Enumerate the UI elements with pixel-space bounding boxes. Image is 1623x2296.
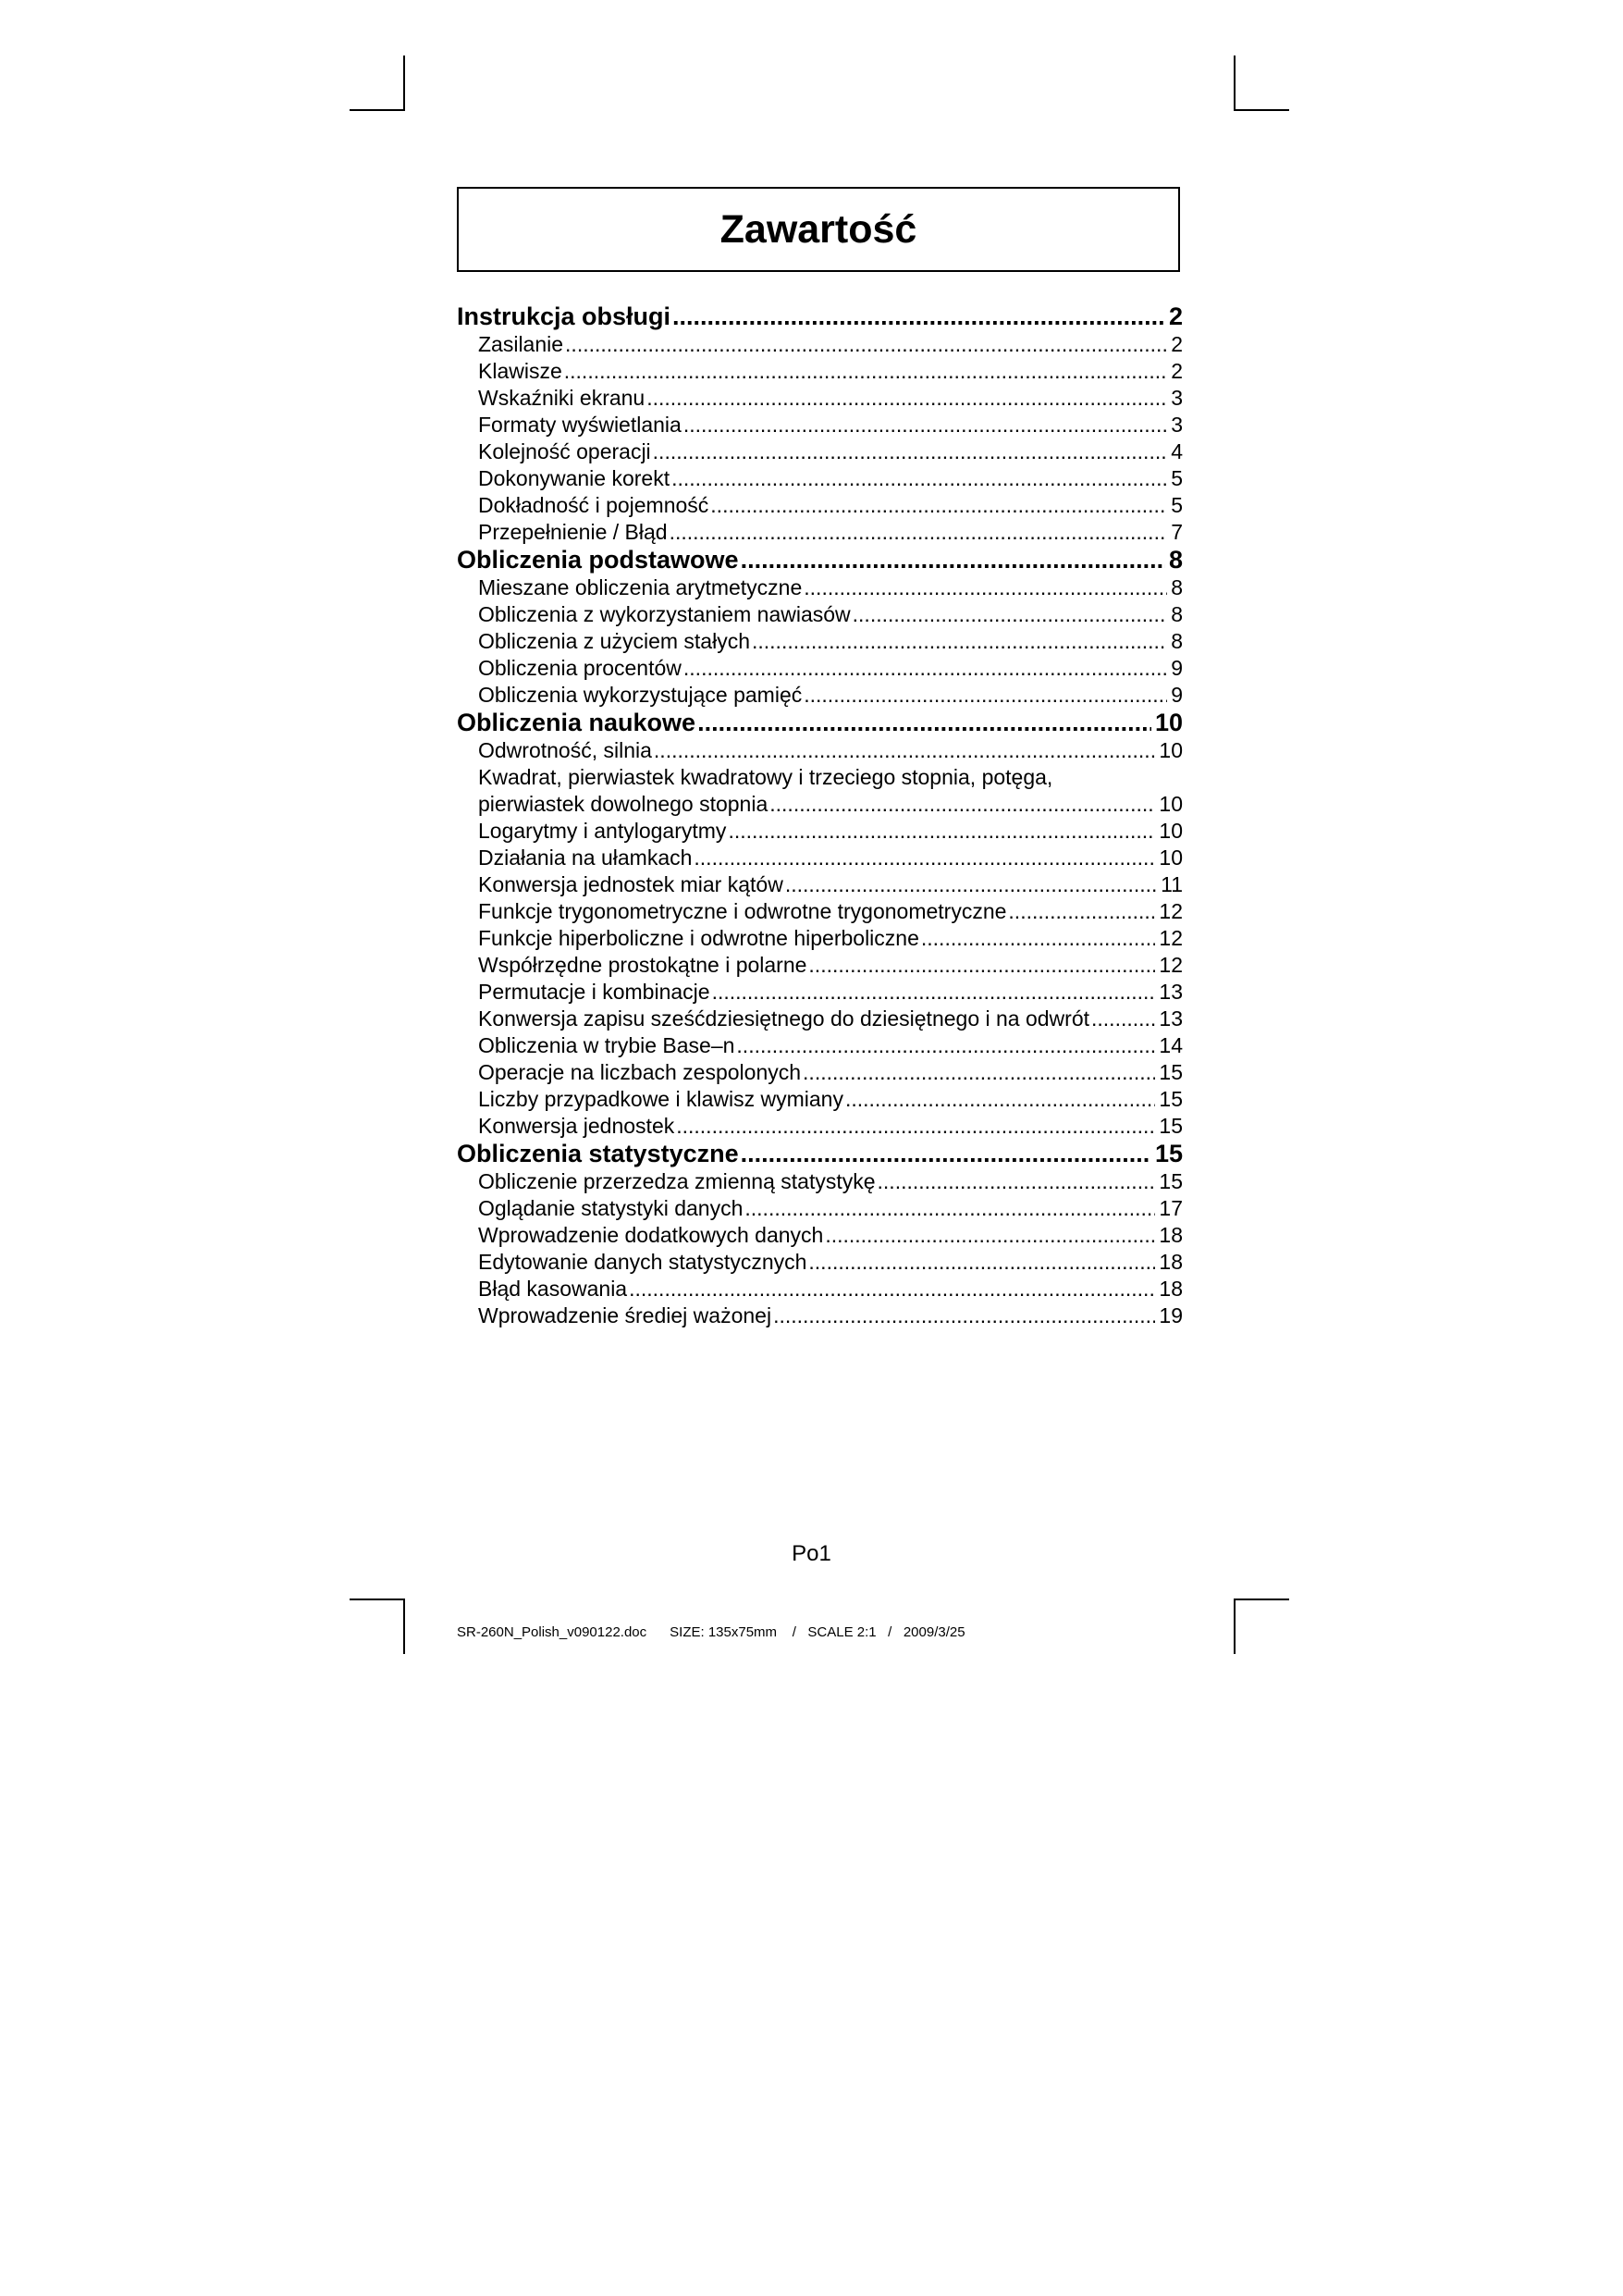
toc-label: Przepełnienie / Błąd [478, 520, 668, 544]
toc-page-number: 7 [1171, 520, 1183, 544]
footer-filename: SR-260N_Polish_v090122.doc [457, 1624, 647, 1640]
toc-page-number: 5 [1171, 466, 1183, 490]
toc-entry [457, 1032, 1183, 1059]
toc-entry [457, 845, 1183, 871]
toc-page-number: 2 [1168, 302, 1183, 330]
toc-page-number: 10 [1154, 709, 1183, 736]
toc-label: Odwrotność, silnia [478, 738, 652, 762]
toc-page-number: 15 [1159, 1169, 1183, 1193]
toc-entry [457, 655, 1183, 682]
dot-leader [672, 302, 1165, 331]
dot-leader [741, 1140, 1151, 1168]
toc-entry [457, 1113, 1183, 1140]
toc-entry [457, 601, 1183, 628]
dot-leader [670, 519, 1168, 546]
dot-leader [694, 845, 1155, 871]
dot-leader [808, 1249, 1155, 1276]
toc-page-number: 18 [1159, 1277, 1183, 1301]
toc-label: Dokładność i pojemność [478, 493, 709, 517]
toc-label: Formaty wyświetlania [478, 413, 682, 437]
toc-page-number: 9 [1171, 656, 1183, 680]
dot-leader [741, 546, 1165, 574]
toc-label: Obliczenia z wykorzystaniem nawiasów [478, 602, 851, 626]
toc-entry [457, 358, 1183, 385]
dot-leader [803, 1059, 1155, 1086]
page-number: Po1 [792, 1541, 831, 1566]
toc-page-number: 8 [1168, 546, 1183, 574]
toc-page-number: 10 [1159, 819, 1183, 843]
dot-leader [697, 709, 1151, 737]
dot-leader [921, 925, 1156, 952]
toc-label: Dokonywanie korekt [478, 466, 670, 490]
toc-entry [457, 682, 1183, 709]
toc-section [457, 546, 1183, 574]
dot-leader [653, 438, 1168, 465]
toc-label: Kwadrat, pierwiastek kwadratowy i trzeciego stopnia, potęga, [478, 765, 1053, 789]
dot-leader [1008, 898, 1155, 925]
toc-page-number: 10 [1159, 792, 1183, 816]
toc-label: Oglądanie statystyki danych [478, 1196, 744, 1220]
toc-entry [457, 1276, 1183, 1302]
toc-page-number: 12 [1159, 926, 1183, 950]
toc-label: Funkcje trygonometryczne i odwrotne trygonometryczne [478, 899, 1007, 923]
toc-entry [457, 1006, 1183, 1032]
toc-entry [457, 1249, 1183, 1276]
dot-leader [565, 331, 1167, 358]
toc-label: Obliczenia z użyciem stałych [478, 629, 750, 653]
toc-page-number: 14 [1159, 1033, 1183, 1057]
toc-label: Działania na ułamkach [478, 846, 693, 870]
toc-entry [457, 412, 1183, 438]
dot-leader [629, 1276, 1155, 1302]
toc-label: Błąd kasowania [478, 1277, 628, 1301]
toc-entry [457, 871, 1183, 898]
dot-leader [683, 655, 1167, 682]
toc-section [457, 709, 1183, 737]
dot-leader [744, 1195, 1155, 1222]
toc-entry [457, 1195, 1183, 1222]
dot-leader [769, 791, 1155, 818]
toc-label: Instrukcja obsługi [457, 302, 671, 330]
footer-separator: / [888, 1624, 892, 1640]
table-of-contents [457, 302, 1183, 1329]
toc-page-number: 13 [1159, 980, 1183, 1004]
toc-page-number: 4 [1171, 439, 1183, 463]
toc-page-number: 10 [1159, 846, 1183, 870]
toc-page-number: 12 [1159, 899, 1183, 923]
toc-page-number: 10 [1159, 738, 1183, 762]
crop-mark-top-right-horizontal [1234, 109, 1289, 111]
page-title: Zawartość [719, 206, 917, 252]
toc-page-number: 15 [1159, 1114, 1183, 1138]
dot-leader [683, 412, 1167, 438]
toc-label: Wskaźniki ekranu [478, 386, 646, 410]
toc-page-number: 18 [1159, 1250, 1183, 1274]
toc-page-number: 8 [1171, 629, 1183, 653]
toc-label: pierwiastek dowolnego stopnia [478, 792, 768, 816]
toc-label: Mieszane obliczenia arytmetyczne [478, 575, 803, 599]
toc-page-number: 2 [1171, 359, 1183, 383]
crop-mark-top-right-vertical [1234, 56, 1236, 111]
dot-leader [710, 492, 1167, 519]
toc-page-number: 18 [1159, 1223, 1183, 1247]
dot-leader [671, 465, 1167, 492]
toc-entry [457, 925, 1183, 952]
dot-leader [845, 1086, 1155, 1113]
dot-leader [804, 574, 1167, 601]
dot-leader [1091, 1006, 1155, 1032]
toc-page-number: 9 [1171, 683, 1183, 707]
toc-label: Konwersja jednostek [478, 1114, 675, 1138]
toc-page-number: 15 [1154, 1140, 1183, 1167]
dot-leader [804, 682, 1167, 709]
toc-entry [457, 1059, 1183, 1086]
dot-leader [878, 1168, 1156, 1195]
toc-entry [457, 818, 1183, 845]
toc-entry [457, 438, 1183, 465]
dot-leader [736, 1032, 1155, 1059]
toc-page-number: 2 [1171, 332, 1183, 356]
toc-page-number: 12 [1159, 953, 1183, 977]
toc-label: Obliczenie przerzedza zmienną statystykę [478, 1169, 876, 1193]
toc-page-number: 15 [1159, 1060, 1183, 1084]
toc-entry [457, 952, 1183, 979]
toc-page-number: 3 [1171, 386, 1183, 410]
toc-label: Obliczenia w trybie Base–n [478, 1033, 735, 1057]
toc-label: Kolejność operacji [478, 439, 651, 463]
dot-leader [773, 1302, 1155, 1329]
toc-entry [457, 1086, 1183, 1113]
toc-entry [457, 1168, 1183, 1195]
toc-entry [457, 1222, 1183, 1249]
toc-label: Permutacje i kombinacje [478, 980, 710, 1004]
toc-page-number: 8 [1171, 575, 1183, 599]
toc-label: Zasilanie [478, 332, 564, 356]
dot-leader [728, 818, 1155, 845]
toc-page-number: 11 [1161, 872, 1183, 896]
toc-entry [457, 628, 1183, 655]
toc-label: Edytowanie danych statystycznych [478, 1250, 807, 1274]
toc-entry [457, 791, 1183, 818]
dot-leader [646, 385, 1167, 412]
toc-label: Obliczenia wykorzystujące pamięć [478, 683, 803, 707]
footer-date: 2009/3/25 [903, 1624, 965, 1640]
toc-entry [457, 492, 1183, 519]
toc-section [457, 1140, 1183, 1168]
crop-mark-bottom-right-horizontal [1234, 1599, 1289, 1600]
footer-size: SIZE: 135x75mm [670, 1624, 778, 1640]
toc-page-number: 5 [1171, 493, 1183, 517]
toc-label: Obliczenia podstawowe [457, 546, 739, 574]
toc-label: Wprowadzenie dodatkowych danych [478, 1223, 824, 1247]
dot-leader [712, 979, 1156, 1006]
toc-label: Obliczenia naukowe [457, 709, 696, 736]
dot-leader [752, 628, 1167, 655]
toc-page-number: 19 [1159, 1303, 1183, 1327]
toc-entry [457, 519, 1183, 546]
document-footer [457, 1624, 965, 1640]
toc-label: Funkcje hiperboliczne i odwrotne hiperboliczne [478, 926, 919, 950]
crop-mark-bottom-left-vertical [403, 1599, 405, 1654]
dot-leader [785, 871, 1157, 898]
toc-page-number: 8 [1171, 602, 1183, 626]
toc-label: Wprowadzenie średiej ważonej [478, 1303, 772, 1327]
toc-page-number: 17 [1159, 1196, 1183, 1220]
footer-separator: / [792, 1624, 796, 1640]
crop-mark-bottom-left-horizontal [350, 1599, 405, 1600]
dot-leader [564, 358, 1167, 385]
dot-leader [853, 601, 1168, 628]
toc-page-number: 13 [1159, 1006, 1183, 1031]
toc-label: Logarytmy i antylogarytmy [478, 819, 727, 843]
toc-label: Obliczenia procentów [478, 656, 682, 680]
toc-label: Konwersja jednostek miar kątów [478, 872, 783, 896]
dot-leader [825, 1222, 1155, 1249]
toc-section [457, 302, 1183, 331]
toc-entry-continued [457, 764, 1183, 791]
toc-page-number: 15 [1159, 1087, 1183, 1111]
toc-entry [457, 979, 1183, 1006]
crop-mark-top-left-vertical [403, 56, 405, 111]
toc-entry [457, 331, 1183, 358]
toc-page-number: 3 [1171, 413, 1183, 437]
toc-entry [457, 574, 1183, 601]
toc-entry [457, 385, 1183, 412]
toc-entry [457, 465, 1183, 492]
toc-label: Obliczenia statystyczne [457, 1140, 739, 1167]
dot-leader [676, 1113, 1155, 1140]
crop-mark-bottom-right-vertical [1234, 1599, 1236, 1654]
toc-label: Liczby przypadkowe i klawisz wymiany [478, 1087, 843, 1111]
toc-label: Klawisze [478, 359, 562, 383]
toc-entry [457, 1302, 1183, 1329]
dot-leader [808, 952, 1155, 979]
title-box [457, 187, 1180, 272]
toc-label: Współrzędne prostokątne i polarne [478, 953, 807, 977]
footer-scale: SCALE 2:1 [807, 1624, 877, 1640]
toc-entry [457, 898, 1183, 925]
toc-label: Konwersja zapisu sześćdziesiętnego do dziesiętnego i na odwrót [478, 1006, 1090, 1031]
crop-mark-top-left-horizontal [350, 109, 405, 111]
dot-leader [654, 737, 1155, 764]
toc-entry [457, 737, 1183, 764]
toc-label: Operacje na liczbach zespolonych [478, 1060, 802, 1084]
